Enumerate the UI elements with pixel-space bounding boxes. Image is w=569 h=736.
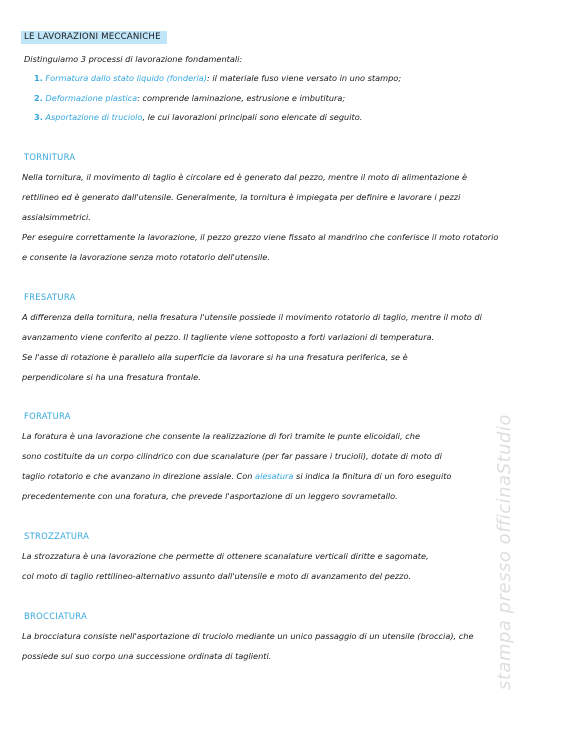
list-number: 1. <box>34 73 43 83</box>
paragraph-line: avanzamento viene conferito al pezzo. Il tagliente viene sottoposto a forti variazioni di temperatura. <box>22 332 435 342</box>
paragraph-line: La foratura è una lavorazione che consente la realizzazione di fori tramite le punte elicoidali, che <box>22 431 420 441</box>
paragraph-line: sono costituite da un corpo cilindrico con due scanalature (per far passare i trucioli), dotate di moto di <box>22 451 442 461</box>
paragraph-line: assialsimmetrici. <box>22 212 91 222</box>
section-heading-foratura: FORATURA <box>24 411 71 421</box>
list-text: : comprende laminazione, estrusione e imbutitura; <box>137 93 346 103</box>
paragraph-line: A differenza della tornitura, nella fresatura l'utensile possiede il movimento rotatorio di taglio, mentre il moto di <box>22 312 482 322</box>
paragraph-line: perpendicolare si ha una fresatura frontale. <box>22 372 201 382</box>
paragraph-line: precedentemente con una foratura, che prevede l'asportazione di un leggero sovrametallo. <box>22 491 398 501</box>
list-item <box>34 93 345 104</box>
section-heading-strozzatura: STROZZATURA <box>24 531 90 541</box>
list-text: : il materiale fuso viene versato in uno stampo; <box>206 73 402 83</box>
paragraph-line: Se l'asse di rotazione è parallelo alla superficie da lavorare si ha una fresatura periferica, se è <box>22 352 408 362</box>
paragraph-line: Per eseguire correttamente la lavorazione, il pezzo grezzo viene fissato al mandrino che conferisce il moto rotatorio <box>22 232 499 242</box>
section-heading-tornitura: TORNITURA <box>24 152 76 162</box>
paragraph-text: si indica la finitura di un foro eseguito <box>293 471 452 481</box>
paragraph-line: possiede sul suo corpo una successione ordinata di taglienti. <box>22 651 272 661</box>
paragraph-line: col moto di taglio rettilineo-alternativo assunto dall'utensile e moto di avanzamento del pezzo. <box>22 571 412 581</box>
watermark: stampa presso officinaStudio <box>494 414 515 690</box>
section-heading-brocciatura: BROCCIATURA <box>24 611 88 621</box>
paragraph-text: taglio rotatorio e che avanzano in direzione assiale. Con <box>22 471 256 481</box>
list-number: 3. <box>34 112 43 122</box>
paragraph-line: La strozzatura è una lavorazione che permette di ottenere scanalature verticali diritte e sagomate, <box>22 551 429 561</box>
list-text: , le cui lavorazioni principali sono elencate di seguito. <box>142 112 363 122</box>
list-term: Deformazione plastica <box>45 93 138 103</box>
paragraph-line: La brocciatura consiste nell'asportazione di truciolo mediante un unico passaggio di un utensile (broccia), che <box>22 631 474 641</box>
section-heading-fresatura: FRESATURA <box>24 292 76 302</box>
paragraph-line <box>22 471 451 482</box>
list-item <box>34 73 401 84</box>
page-title: LE LAVORAZIONI MECCANICHE <box>21 31 167 44</box>
paragraph-line: Nella tornitura, il movimento di taglio è circolare ed è generato dal pezzo, mentre il moto di alimentazione è <box>22 172 468 182</box>
list-term: Asportazione di truciolo <box>45 112 143 122</box>
list-term: Formatura dallo stato liquido (fonderia) <box>45 73 207 83</box>
paragraph-line: rettilineo ed è generato dall'utensile. Generalmente, la tornitura è impiegata per definire e lavorare i pezzi <box>22 192 461 202</box>
list-item <box>34 112 362 123</box>
intro-text: Distinguiamo 3 processi di lavorazione fondamentali: <box>24 54 243 64</box>
list-number: 2. <box>34 93 43 103</box>
paragraph-line: e consente la lavorazione senza moto rotatorio dell'utensile. <box>22 252 270 262</box>
term-alesatura: alesatura <box>255 471 294 481</box>
